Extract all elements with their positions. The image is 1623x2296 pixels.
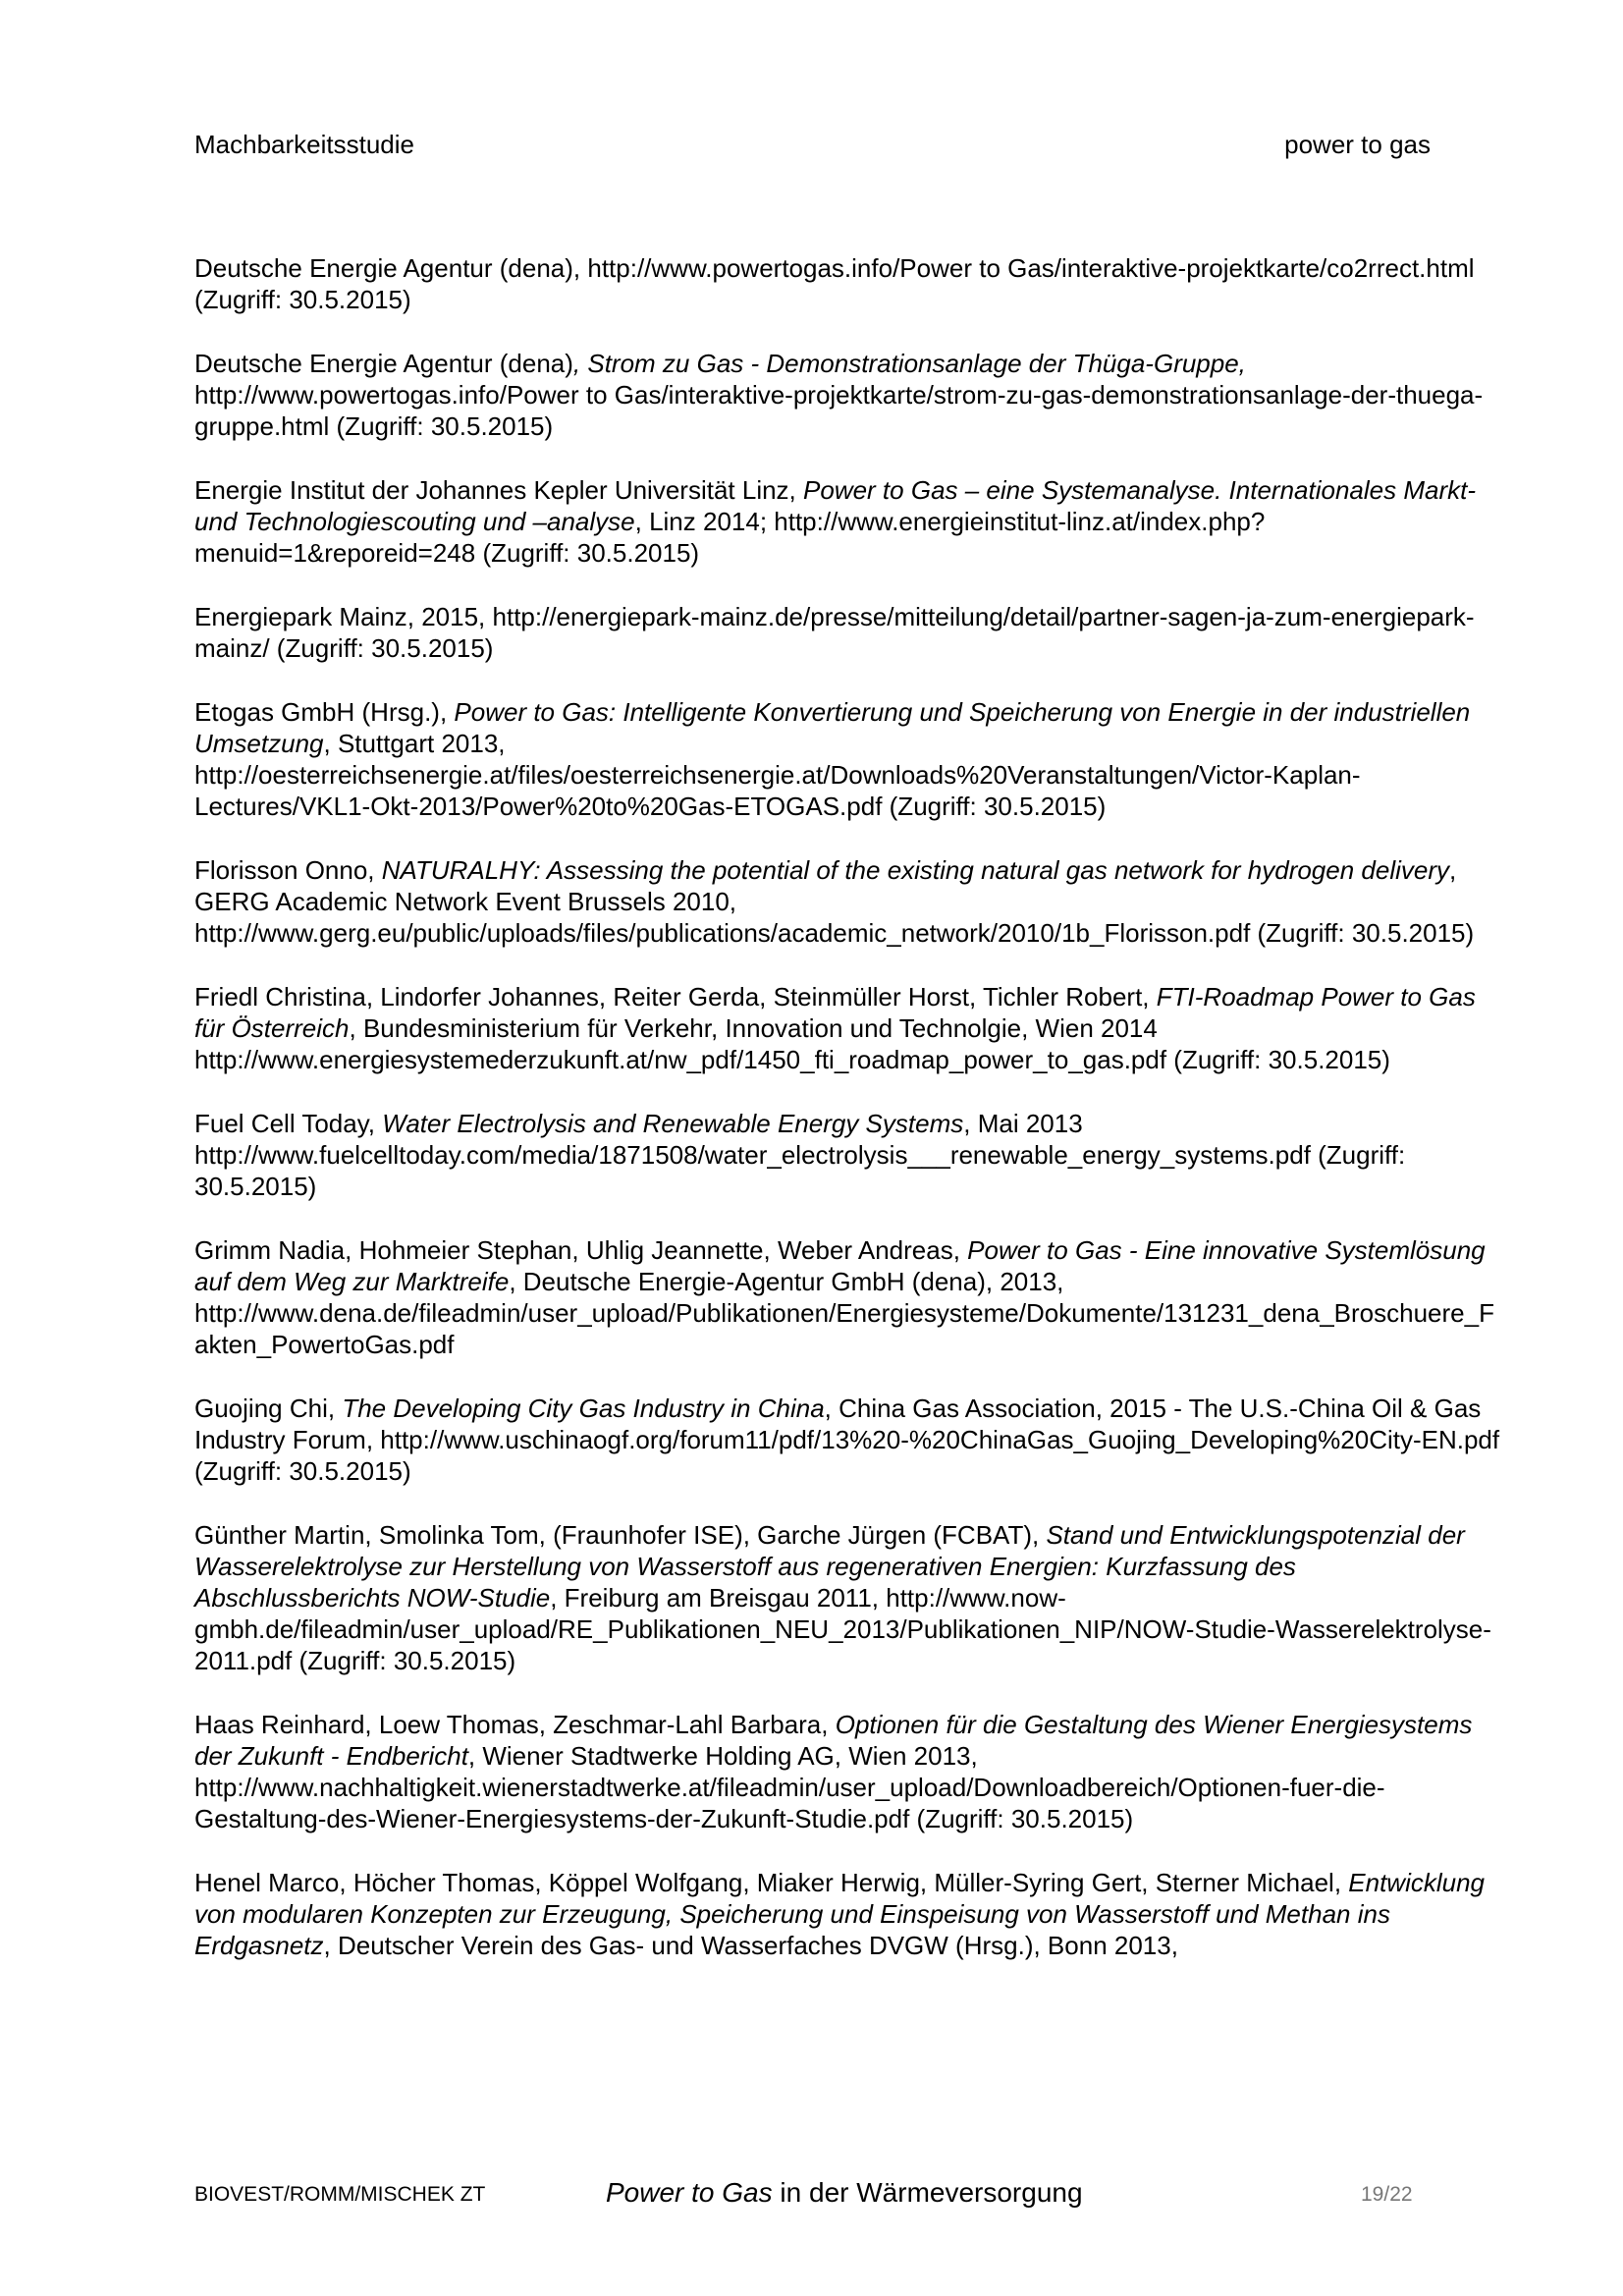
reference-text: Deutsche Energie Agentur (dena), http://www.powertogas.info/Power to Gas/interaktive-projektkarte/co2rrect.html (Zugriff: 30.5.2015) [194, 253, 1475, 314]
reference-details: , Mai 2013 http://www.fuelcelltoday.com/media/1871508/water_electrolysis___renewable_energy_systems.pdf (Zugriff: 30.5.2015) [194, 1109, 1406, 1201]
reference-details: , Deutsche Energie-Agentur GmbH (dena), 2013, http://www.dena.de/fileadmin/user_upload/Publikationen/Energiesysteme/Dokumente/131231_dena_Broschuere_Fakten_PowertoGas.pdf [194, 1267, 1494, 1359]
reference-details: , Bundesministerium für Verkehr, Innovation und Technolgie, Wien 2014 http://www.energiesystemederzukunft.at/nw_pdf/1450_fti_roadmap_power_to_gas.pdf (Zugriff: 30.5.2015) [194, 1013, 1390, 1074]
reference-details: , China Gas Association, 2015 - The U.S.-China Oil & Gas Industry Forum, http://www.uschinaogf.org/forum11/pdf/13%20-%20ChinaGas_Guojing_Developing%20City-EN.pdf (Zugriff: 30.5.2015) [194, 1394, 1500, 1486]
reference-text: Henel Marco, Höcher Thomas, Köppel Wolfgang, Miaker Herwig, Müller-Syring Gert, Sterner Michael, [194, 1868, 1349, 1897]
reference-item [194, 474, 1500, 569]
reference-item [194, 252, 1500, 315]
reference-item [194, 1709, 1500, 1834]
reference-item [194, 1519, 1500, 1676]
reference-text: Grimm Nadia, Hohmeier Stephan, Uhlig Jeannette, Weber Andreas, [194, 1235, 968, 1265]
reference-title: Power to Gas – eine Systemanalyse. Internationales Markt- und Technologiescouting und –analyse [194, 475, 1477, 536]
reference-text: Guojing Chi, [194, 1394, 343, 1423]
reference-title: Entwicklung von modularen Konzepten zur Erzeugung, Speicherung und Einspeisung von Wasserstoff und Methan ins Erdgasnetz [194, 1868, 1486, 1960]
reference-title: , Strom zu Gas - Demonstrationsanlage der Thüga-Gruppe, [572, 349, 1246, 378]
reference-text: Etogas GmbH (Hrsg.), [194, 697, 455, 727]
reference-item [194, 1393, 1500, 1487]
reference-item [194, 1867, 1500, 1961]
reference-details: , Stuttgart 2013, http://oesterreichsenergie.at/files/oesterreichsenergie.at/Downloads%20Veranstaltungen/Victor-Kaplan-Lectures/VKL1-Okt-2013/Power%20to%20Gas-ETOGAS.pdf (Zugriff: 30.5.2015) [194, 729, 1361, 821]
reference-item [194, 348, 1500, 442]
reference-title: Power to Gas - Eine innovative Systemlösung auf dem Weg zur Marktreife [194, 1235, 1486, 1296]
footer-title-italic: Power to Gas [606, 2177, 773, 2208]
reference-text: Friedl Christina, Lindorfer Johannes, Reiter Gerda, Steinmüller Horst, Tichler Robert, [194, 982, 1157, 1011]
reference-text: Deutsche Energie Agentur (dena) [194, 349, 573, 378]
reference-list [194, 252, 1500, 1994]
reference-text: Günther Martin, Smolinka Tom, (Fraunhofer ISE), Garche Jürgen (FCBAT), [194, 1520, 1047, 1550]
reference-text: Fuel Cell Today, [194, 1109, 383, 1138]
reference-details: http://www.powertogas.info/Power to Gas/interaktive-projektkarte/strom-zu-gas-demonstrationsanlage-der-thuega-gruppe.html (Zugriff: 30.5.2015) [194, 380, 1484, 441]
footer-document-title [606, 2177, 1083, 2209]
reference-details: , Linz 2014; http://www.energieinstitut-linz.at/index.php?menuid=1&reporeid=248 (Zugriff: 30.5.2015) [194, 507, 1266, 568]
reference-title: FTI-Roadmap Power to Gas für Österreich [194, 982, 1476, 1043]
page-number: 19/22 [1361, 2183, 1413, 2206]
reference-title: Power to Gas: Intelligente Konvertierung und Speicherung von Energie in der industriellen Umsetzung [194, 697, 1471, 758]
reference-title: Optionen für die Gestaltung des Wiener Energiesystems der Zukunft - Endbericht [194, 1710, 1473, 1771]
reference-title: NATURALHY: Assessing the potential of the existing natural gas network for hydrogen delivery [381, 855, 1450, 885]
reference-item [194, 1108, 1500, 1202]
reference-text: Energie Institut der Johannes Kepler Universität Linz, [194, 475, 804, 505]
reference-item [194, 601, 1500, 664]
reference-title: Water Electrolysis and Renewable Energy Systems [382, 1109, 964, 1138]
reference-details: , Wiener Stadtwerke Holding AG, Wien 2013, http://www.nachhaltigkeit.wienerstadtwerke.at/fileadmin/user_upload/Downloadbereich/Optionen-fuer-die-Gestaltung-des-Wiener-Energiesystems-der-Zukunft-Studie.pdf (Zugriff: 30.5.2015) [194, 1741, 1385, 1833]
reference-item [194, 981, 1500, 1075]
reference-item [194, 854, 1500, 949]
reference-details: , Freiburg am Breisgau 2011, http://www.now-gmbh.de/fileadmin/user_upload/RE_Publikationen_NEU_2013/Publikationen_NIP/NOW-Studie-Wasserelektrolyse-2011.pdf (Zugriff: 30.5.2015) [194, 1583, 1491, 1675]
footer-authors: BIOVEST/ROMM/MISCHEK ZT [194, 2183, 486, 2206]
reference-title: Stand und Entwicklungspotenzial der Wasserelektrolyse zur Herstellung von Wasserstoff aus regenerativen Energien: Kurzfassung des Abschlussberichts NOW-Studie [194, 1520, 1465, 1613]
reference-details: , Deutscher Verein des Gas- und Wasserfaches DVGW (Hrsg.), Bonn 2013, [323, 1931, 1178, 1960]
running-header-left: Machbarkeitsstudie [194, 130, 414, 159]
reference-text: Energiepark Mainz, 2015, http://energiepark-mainz.de/presse/mitteilung/detail/partner-sagen-ja-zum-energiepark-mainz/ (Zugriff: 30.5.2015) [194, 602, 1475, 663]
reference-text: Haas Reinhard, Loew Thomas, Zeschmar-Lahl Barbara, [194, 1710, 836, 1739]
footer-title-rest: in der Wärmeversorgung [772, 2177, 1083, 2208]
running-header-right: power to gas [1284, 130, 1431, 159]
reference-item [194, 1234, 1500, 1360]
reference-text: Florisson Onno, [194, 855, 382, 885]
reference-details: , GERG Academic Network Event Brussels 2010, http://www.gerg.eu/public/uploads/files/publications/academic_network/2010/1b_Florisson.pdf (Zugriff: 30.5.2015) [194, 855, 1475, 948]
reference-item [194, 696, 1500, 822]
reference-title: The Developing City Gas Industry in China [342, 1394, 825, 1423]
